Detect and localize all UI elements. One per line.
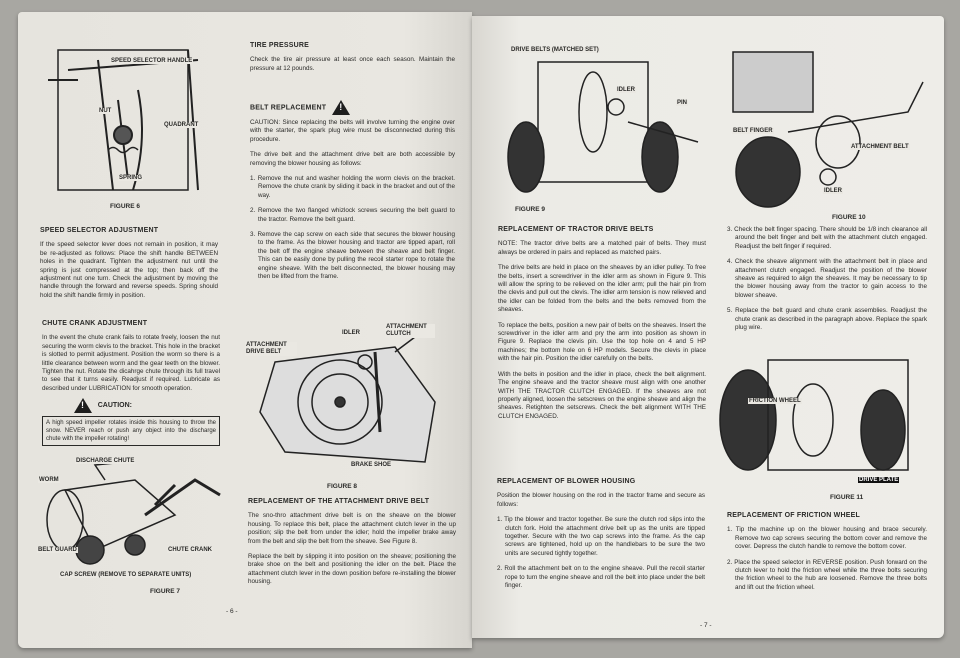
blower-housing-heading: REPLACEMENT OF BLOWER HOUSING [497, 478, 636, 485]
belt-intro-text: The drive belt and the attachment drive belt are both accessible by removing the blower housing as follows: [250, 151, 455, 167]
tire-pressure-heading: TIRE PRESSURE [250, 42, 309, 49]
tractor-belts-p2: To replace the belts, position a new pair of belts on the sheaves. Insert the screwdriver in the idler arm and pry the arm into position as shown in Figure 9. Replace the clevis pin. Use the top hole on 4 and 5 HP machines; the bottom hole on 6 HP models. Secure the clevis in place with the hair pin. Position the idler carefully on the belts. [498, 321, 706, 363]
label-idler: IDLER [617, 87, 635, 93]
friction-step: 1. Tip the machine up on the blower housing and brace securely. Remove two cap screws securing the bottom cover and remove the cover. Depress the clutch handle to remove the bottom cover. [727, 526, 927, 551]
label-attachment-clutch: ATTACHMENT CLUTCH [385, 324, 435, 338]
tractor-belts-section [498, 226, 706, 428]
friction-wheel-heading: REPLACEMENT OF FRICTION WHEEL [727, 512, 860, 519]
tractor-belts-heading: REPLACEMENT OF TRACTOR DRIVE BELTS [498, 226, 654, 233]
chute-crank-heading: CHUTE CRANK ADJUSTMENT [42, 320, 148, 327]
figure-7-illustration [35, 455, 230, 580]
speed-selector-section [40, 227, 218, 307]
label-idler: IDLER [342, 330, 360, 336]
blower-steps-continued [727, 226, 927, 339]
figure-8-illustration [245, 322, 455, 480]
label-discharge-chute: DISCHARGE CHUTE [76, 458, 135, 464]
warning-icon [332, 100, 350, 115]
label-pin: PIN [677, 100, 688, 106]
blower-housing-section [497, 478, 705, 597]
attachment-belt-heading: REPLACEMENT OF THE ATTACHMENT DRIVE BELT [248, 498, 430, 505]
attachment-belt-p1: The sno-thro attachment drive belt is on the sheave on the blower housing. To replace this belt, place the attachment clutch lever in the up position; slip the belt from under the idler; hold the impeller brake away from the belt and slip the belt from the sheave. See Figure 8. [248, 512, 456, 545]
tractor-belts-note: NOTE: The tractor drive belts are a matched pair of belts. They must always be ordered in pairs and replaced as matched pairs. [498, 240, 706, 256]
page-number-6: - 6 - [226, 608, 238, 615]
label-friction-wheel: FRICTION WHEEL [749, 398, 801, 404]
caution-box: A high speed impeller rotates inside this housing to throw the snow. NEVER reach or push any object into the discharge chute with the impeller rotating! [42, 416, 220, 446]
belt-step: 1. Remove the nut and washer holding the worm clevis on the bracket. Remove the chute crank by sliding it back in the bracket and out of the way. [250, 175, 455, 199]
belt-replacement-heading: BELT REPLACEMENT [250, 104, 327, 112]
caution-title: CAUTION: [97, 402, 132, 410]
friction-wheel-section [727, 512, 927, 599]
chute-crank-section [42, 320, 220, 446]
figure-10-caption: FIGURE 10 [832, 214, 866, 221]
attachment-belt-p2: Replace the belt by slipping it into position on the sheave; positioning the brake shoe on the belt and positioning the idler on the belt. Place the attachment clutch lever in the down position before re-installing the blower housing. [248, 553, 456, 586]
belt-replacement-section [250, 100, 455, 289]
speed-selector-heading: SPEED SELECTOR ADJUSTMENT [40, 227, 159, 234]
label-drive-belts: DRIVE BELTS (MATCHED SET) [511, 47, 599, 53]
warning-icon [74, 398, 92, 413]
label-drive-plate: DRIVE PLATE [859, 477, 899, 483]
friction-step: 2. Place the speed selector in REVERSE position. Push forward on the clutch lever to hold the friction wheel while the three bolts securing the friction wheel to the hub are loosened. Remove the three bolts and lift out the friction wheel. [727, 558, 927, 591]
figure-8-caption: FIGURE 8 [327, 483, 357, 490]
label-worm: WORM [39, 477, 59, 483]
belt-step: 2. Remove the two flanged whizlock screws securing the belt guard to the tractor. Remove the belt guard. [250, 207, 455, 223]
label-idler: IDLER [824, 188, 842, 194]
figure-10-illustration [728, 42, 933, 210]
belt-caution-text: CAUTION: Since replacing the belts will involve turning the engine over with the starter, the spark plug wire must be disconnected during this procedure. [250, 119, 455, 143]
blower-housing-intro: Position the blower housing on the rod in the tractor frame and secure as follows: [497, 492, 705, 508]
label-attachment-belt: ATTACHMENT BELT [851, 144, 909, 150]
blower-step: 5. Replace the belt guard and chute crank assemblies. Readjust the chute crank as described in the paragraph above. Replace the spark plug wire. [727, 307, 927, 332]
label-spring: SPRING [119, 175, 143, 181]
tractor-belts-p1: The drive belts are held in place on the sheaves by an idler pulley. To free the belts, insert a screwdriver in the idler arm as shown in Figure 9. This will allow the spring to be relieved on the idler arm; pull the hair pin from the clevis and pull out the clevis. The idler arm tension is now relieved and the idler can be folded from the belts and the belts removed from the sheaves. [498, 264, 706, 314]
figure-11-caption: FIGURE 11 [830, 494, 864, 501]
figure-6-caption: FIGURE 6 [110, 203, 140, 210]
tractor-belts-p3: With the belts in position and the idler in place, check the belt alignment. The engine sheave and the tractor sheave must align with one another WITH THE TRACTOR CLUTCH ENGAGED. If the sheaves are not properly aligned, loosen the setscrews on the engine sheave and align the sheaves. Retighten the setscrews. Check the belt alignment WITH THE CLUTCH ENGAGED. [498, 370, 706, 420]
blower-step: 2. Roll the attachment belt on to the engine sheave. Pull the recoil starter rope to turn the engine sheave and roll the belt into place under the belt finger. [497, 565, 705, 590]
tire-pressure-section [250, 42, 455, 80]
tire-pressure-text: Check the tire air pressure at least once each season. Maintain the pressure at 12 pounds. [250, 56, 455, 72]
label-brake-shoe: BRAKE SHOE [351, 462, 392, 468]
label-belt-finger: BELT FINGER [733, 128, 773, 134]
attachment-belt-section [248, 498, 456, 594]
label-speed-selector-handle: SPEED SELECTOR HANDLE [111, 58, 193, 64]
figure-7-caption: FIGURE 7 [150, 588, 180, 595]
label-chute-crank: CHUTE CRANK [168, 547, 212, 553]
belt-step: 3. Remove the cap screw on each side that secures the blower housing to the frame. As the blower housing and tractor are tipped apart, roll the belt off the engine sheave between the sheave and belt finger. This can be easily done by pulling the recoil starter rope to rotate the engine sheave. With the belt disconnected, the blower housing may then be lifted from the frame. [250, 231, 455, 281]
figure-11-illustration [718, 340, 923, 490]
figure-9-illustration [498, 42, 703, 202]
speed-selector-text: If the speed selector lever does not remain in position, it may be re-adjusted as follows: Place the shift handle BETWEEN holes in the quadrant. Tighten the adjustment nut until the spring is just compressed at the top; then back off the adjustment nut one turn. Check the adjustment by moving the handle through the forward and reverse speeds. Spring should hold the shift handle firmly in position. [40, 241, 218, 299]
blower-step: 3. Check the belt finger spacing. There should be 1/8 inch clearance all around the belt finger and belt with the attachment clutch engaged. Readjust the belt finger if required. [727, 226, 927, 250]
chute-crank-text: In the event the chute crank fails to rotate freely, loosen the nut securing the worm clevis to the bracket. This hole in the bracket is slotted to permit adjustment. Position the worm so there is a little clearance between worm and the gear teeth on the blower. Tighten the nut. Rotate the dicahrge chute through its full travel to see that it turns easily. Readjust if required. Lubricate as described under LUBRICATION for smooth operation. [42, 334, 220, 392]
figure-6-illustration [38, 40, 213, 200]
label-cap-screw: CAP SCREW (REMOVE TO SEPARATE UNITS) [60, 572, 192, 578]
blower-step: 4. Check the sheave alignment with the attachment belt in place and attachment clutch engaged. Readjust the position of the blower sheave as required to align the sheaves. It may be necessary to tip the blower housing away from the tractor to gain access to the blower sheave. [727, 258, 927, 299]
label-quadrant: QUADRANT [164, 122, 199, 128]
blower-step: 1. Tip the blower and tractor together. Be sure the clutch rod slips into the clutch fork. Hold the attachment drive belt up as the units are tipped together. Secure with the two cap screws into the frame. As the cap screws are tightened, hold up on the handlebars to be sure the two units are secured tightly together. [497, 516, 705, 557]
label-attachment-drive-belt: ATTACHMENT DRIVE BELT [245, 342, 297, 356]
label-belt-guard: BELT GUARD [38, 547, 77, 553]
label-nut: NUT [99, 108, 112, 114]
page-number-7: - 7 - [700, 622, 712, 629]
figure-9-caption: FIGURE 9 [515, 206, 545, 213]
